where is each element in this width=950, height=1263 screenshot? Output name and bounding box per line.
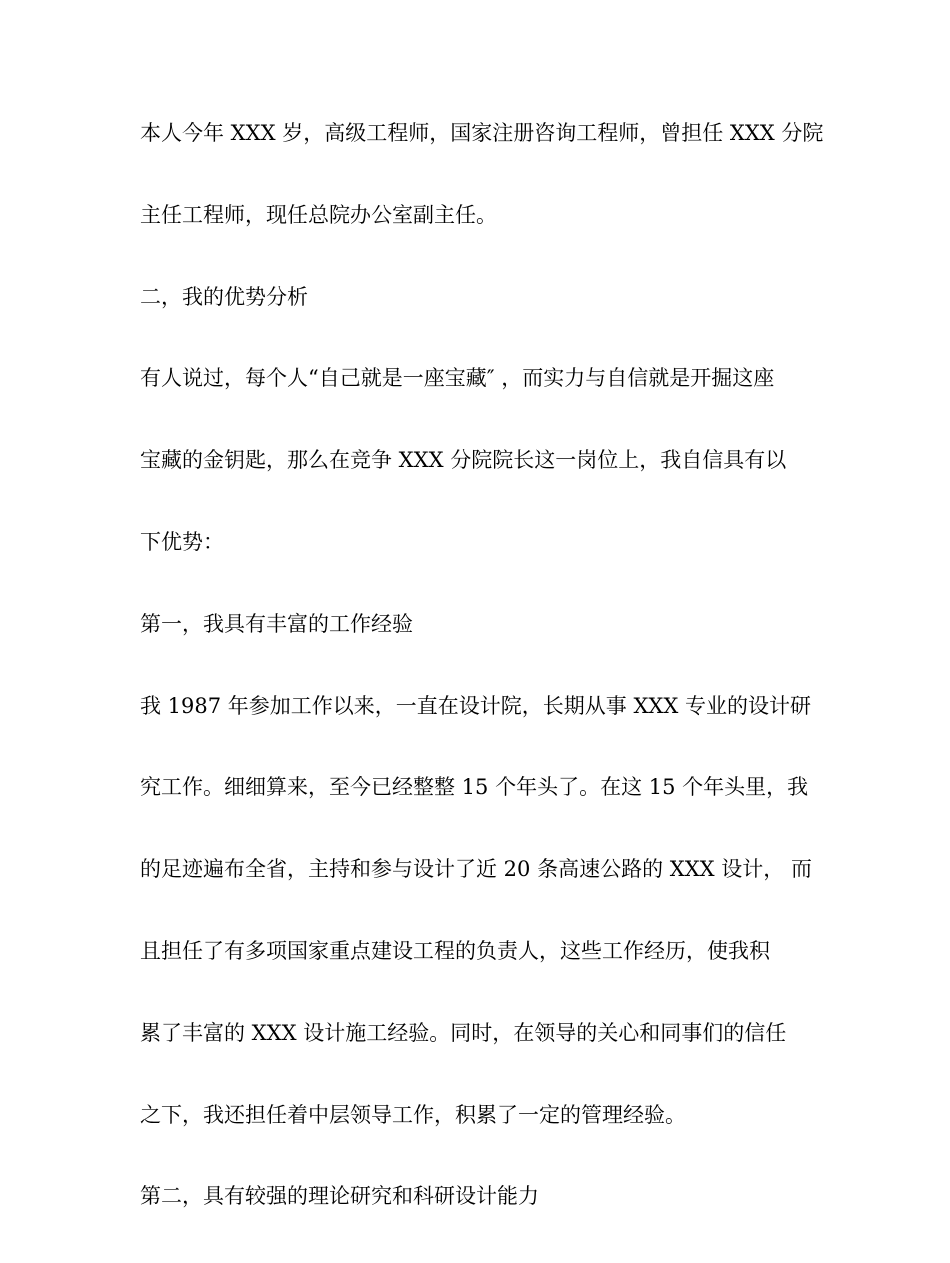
subsection-heading: 第二，具有较强的理论研究和科研设计能力 xyxy=(140,1184,539,1209)
subsection-heading: 第一，我具有丰富的工作经验 xyxy=(140,611,413,636)
body-text-line: 究工作。细细算来，至今已经整整 15 个年头了。在这 15 个年头里，我 xyxy=(140,775,809,800)
body-text-line: 且担任了有多项国家重点建设工程的负责人，这些工作经历，使我积 xyxy=(140,938,770,963)
body-text-line: 下优势： xyxy=(140,529,224,554)
body-text-line: 宝藏的金钥匙，那么在竞争 XXX 分院院长这一岗位上，我自信具有以 xyxy=(140,448,787,473)
section-heading: 二，我的优势分析 xyxy=(140,284,308,309)
body-text-line: 主任工程师，现任总院办公室副主任。 xyxy=(140,202,497,227)
body-text-line: 有人说过，每个人“自己就是一座宝藏″ ，而实力与自信就是开掘这座 xyxy=(140,366,775,391)
body-text-line: 之下，我还担任着中层领导工作，积累了一定的管理经验。 xyxy=(140,1102,686,1127)
document-body xyxy=(140,118,830,1263)
body-text-line: 我 1987 年参加工作以来，一直在设计院，长期从事 XXX 专业的设计研 xyxy=(140,693,811,718)
body-text-line: 本人今年 XXX 岁，高级工程师，国家注册咨询工程师，曾担任 XXX 分院 xyxy=(140,121,824,145)
body-text-line: 的足迹遍布全省，主持和参与设计了近 20 条高速公路的 XXX 设计， 而 xyxy=(140,857,812,882)
body-text-line: 累了丰富的 XXX 设计施工经验。同时，在领导的关心和同事们的信任 xyxy=(140,1020,787,1045)
